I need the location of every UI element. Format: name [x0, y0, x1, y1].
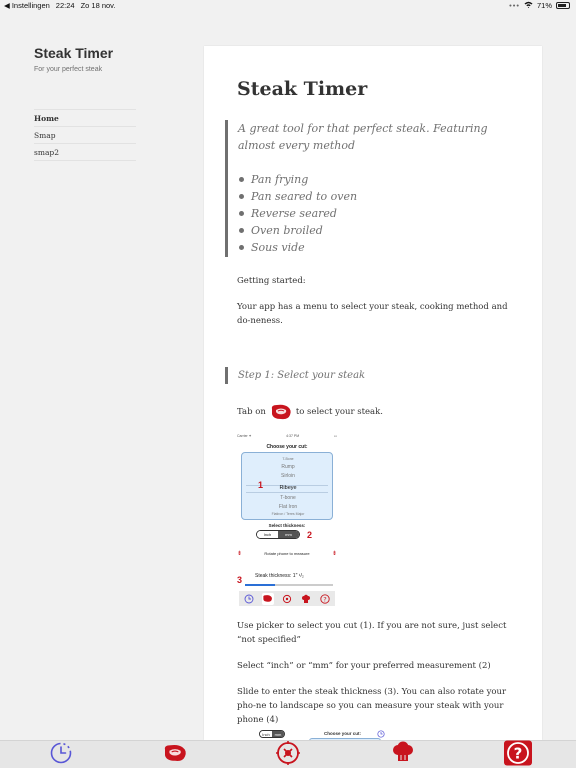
list-item: Pan frying — [238, 171, 525, 188]
quote-text: A great tool for that perfect steak. Featuring almost every method — [238, 122, 488, 152]
marker-1: 1 — [258, 480, 264, 490]
steak-icon — [269, 402, 293, 422]
status-time: 22:24 — [55, 1, 75, 10]
sidebar — [0, 12, 170, 740]
rotate-hint — [237, 550, 337, 557]
screenshot-tabbar — [239, 591, 335, 606]
segment-mm: mm — [272, 731, 284, 737]
main-nav — [34, 109, 136, 161]
list-item: Pan seared to oven — [238, 188, 525, 205]
help-icon — [503, 740, 533, 768]
steak-thickness-label: Steak thickness: 1'' ¹/₂ — [255, 573, 304, 579]
picker-row: T-bone — [280, 495, 296, 501]
slide-paragraph: Slide to enter the steak thickness (3). You can also rotate your pho-ne to landscape so you can measure your steak with your phone (4) — [237, 687, 507, 725]
select-thickness-label: Select thickness: — [268, 523, 306, 528]
screenshot-battery-icon: ▭ — [333, 434, 337, 438]
rotate-icon: ⇟ — [331, 551, 337, 557]
timer-icon — [243, 593, 255, 605]
timer-icon — [377, 730, 385, 739]
marker-2: 2 — [307, 530, 313, 540]
tab-on-line — [237, 404, 383, 420]
screenshot-choose-label: Choose your cut: — [266, 444, 308, 450]
picker-paragraph: Use picker to select you cut (1). If you are not sure, just select “not specified” — [237, 621, 507, 645]
unit-segmented-control — [256, 530, 300, 539]
intro-quote — [225, 120, 525, 257]
slider-fill — [245, 584, 275, 586]
intro-paragraph: Your app has a menu to select your steak, cooking method and do-neness. — [237, 302, 508, 326]
battery-percent: 71% — [536, 1, 552, 10]
svg-text:?: ? — [323, 594, 328, 603]
chef-hat-icon — [300, 593, 312, 605]
wifi-icon — [524, 1, 533, 10]
battery-icon — [556, 2, 570, 9]
bottom-tabbar — [0, 740, 576, 768]
doneness-icon — [275, 740, 301, 768]
thickness-slider — [245, 584, 333, 586]
screenshot-status-bar — [237, 434, 337, 438]
screenshot-time: 4:37 PM — [286, 434, 300, 438]
list-item: Reverse seared — [238, 205, 525, 222]
tab-on-rest-text: to select your steak. — [295, 407, 383, 417]
segment-mm: mm — [278, 531, 299, 538]
unit-segmented-control — [259, 730, 285, 738]
status-date: Zo 18 nov. — [80, 1, 116, 10]
picker-row: Flat Iron — [278, 504, 298, 510]
help-icon — [319, 593, 331, 605]
screenshot-choose-label: Choose your cut: — [324, 731, 362, 736]
list-item: Oven broiled — [238, 222, 525, 239]
units-paragraph: Select “inch” or “mm” for your preferred measurement (2) — [237, 661, 491, 671]
back-to-settings-link[interactable]: ◀ Instellingen — [4, 1, 50, 10]
picker-row: T-Bone — [282, 457, 294, 461]
red-arrow-icon: ⇟ — [237, 551, 243, 557]
nav-item-home[interactable]: Home — [34, 110, 136, 127]
screenshot-carrier: Carrier ✦ — [237, 434, 252, 438]
page-title: Steak Timer — [237, 78, 368, 100]
tab-on-text: Tab on — [237, 407, 266, 417]
timer-icon — [49, 741, 73, 768]
tab-chef[interactable] — [390, 742, 416, 768]
segment-inch: Inch — [257, 531, 278, 538]
step1-heading: Step 1: Select your steak — [225, 367, 365, 384]
steak-icon — [161, 743, 189, 767]
methods-list — [238, 171, 525, 256]
site-title[interactable]: Steak Timer — [34, 45, 114, 61]
nav-item-smap[interactable]: Smap — [34, 127, 136, 144]
picker-row: Flatiron / Teres Major — [271, 512, 305, 516]
tab-help[interactable] — [503, 742, 533, 768]
tab-doneness[interactable] — [275, 742, 301, 768]
article — [204, 46, 542, 740]
list-item: Sous vide — [238, 239, 525, 256]
cut-picker — [241, 452, 333, 520]
chef-hat-icon — [391, 741, 415, 768]
rotate-text: Rotate phone to measure — [264, 551, 310, 556]
multitask-dots: ••• — [509, 1, 520, 10]
app-screenshot — [237, 434, 337, 609]
steak-icon — [262, 593, 274, 605]
getting-started-text: Getting started: — [237, 276, 306, 286]
picker-row: Rump — [281, 464, 295, 470]
marker-3: 3 — [237, 575, 243, 585]
site-description: For your perfect steak — [34, 66, 103, 73]
segment-inch: Inch — [260, 731, 272, 737]
picker-row-selected: Ribeye — [279, 485, 297, 491]
picker-row: Sirloin — [281, 473, 295, 479]
nav-item-smap2[interactable]: smap2 — [34, 144, 136, 161]
doneness-icon — [281, 593, 293, 605]
svg-text:?: ? — [513, 744, 523, 763]
tab-timer[interactable] — [48, 742, 74, 768]
tab-steak[interactable] — [161, 742, 189, 768]
status-bar — [0, 0, 576, 12]
